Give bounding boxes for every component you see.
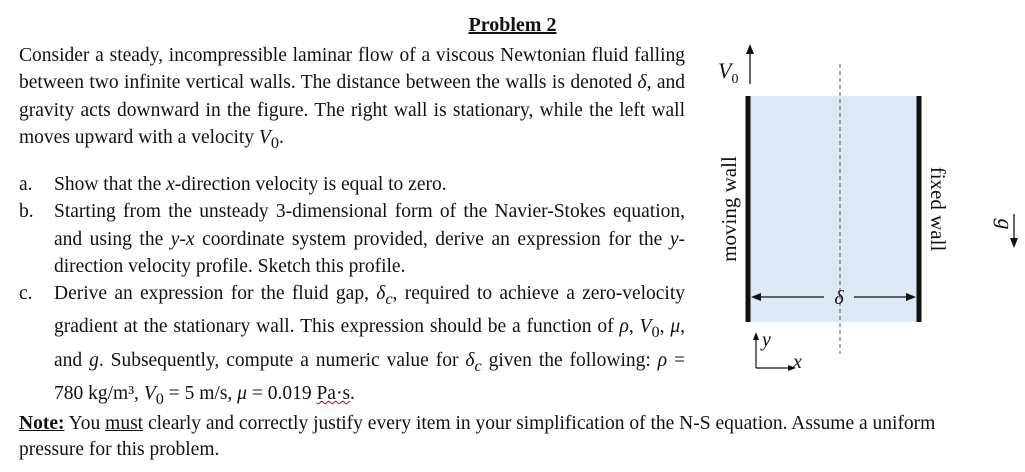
moving-wall-label: moving wall bbox=[717, 156, 741, 262]
gravity-arrowhead bbox=[1010, 238, 1018, 248]
velocity-arrowhead bbox=[746, 44, 754, 54]
question-marker: c. bbox=[19, 283, 33, 305]
question-text: Starting from the unsteady 3-dimensional form of the Navier-Stokes equation, and using the y-x coordinate system provided, derive an expression for the y-direction velocity profile. Sketch this profile. bbox=[54, 201, 685, 277]
question-marker: a. bbox=[19, 174, 33, 195]
x-axis-label: x bbox=[793, 351, 802, 373]
question-list bbox=[19, 171, 685, 413]
question-text: Derive an expression for the fluid gap, $\delta_c$, required to achieve a zero-velocity gradient at the stationary wall. This expression should be a function of ρ, $V_0$, μ, and g. Subsequently, compute a numeric value for $\delta_c$ given the following: ρ = 780 kg/m³, $V_0 = 5$ m/s, μ = 0.019 Pa·s. bbox=[54, 283, 686, 408]
question-c bbox=[19, 280, 685, 413]
note-label: Note: bbox=[19, 413, 65, 434]
gap-label: δ bbox=[834, 287, 844, 309]
y-axis-arrowhead bbox=[753, 332, 759, 340]
note: Note: You must clearly and correctly justify every item in your simplification of the N-S equation. Assume a uniform pressure for this problem. bbox=[19, 413, 936, 460]
question-b bbox=[19, 198, 685, 280]
y-axis-label: y bbox=[762, 329, 771, 351]
question-a bbox=[19, 171, 685, 198]
gravity-label: g bbox=[993, 218, 1018, 230]
velocity-label: $V_0$ bbox=[718, 58, 739, 87]
question-text: Show that the x-direction velocity is equal to zero. bbox=[54, 174, 447, 195]
question-marker: b. bbox=[19, 201, 34, 223]
problem-intro: Consider a steady, incompressible laminar flow of a viscous Newtonian fluid falling between two infinite vertical walls. The distance between the walls is denoted δ, and gravity acts downward in the figure. The right wall is stationary, while the left wall moves upward with a velocity $V_0$. bbox=[19, 45, 686, 152]
fixed-wall-label: fixed wall bbox=[926, 166, 950, 252]
problem-title: Problem 2 bbox=[468, 14, 557, 36]
channel-figure bbox=[700, 36, 1025, 386]
